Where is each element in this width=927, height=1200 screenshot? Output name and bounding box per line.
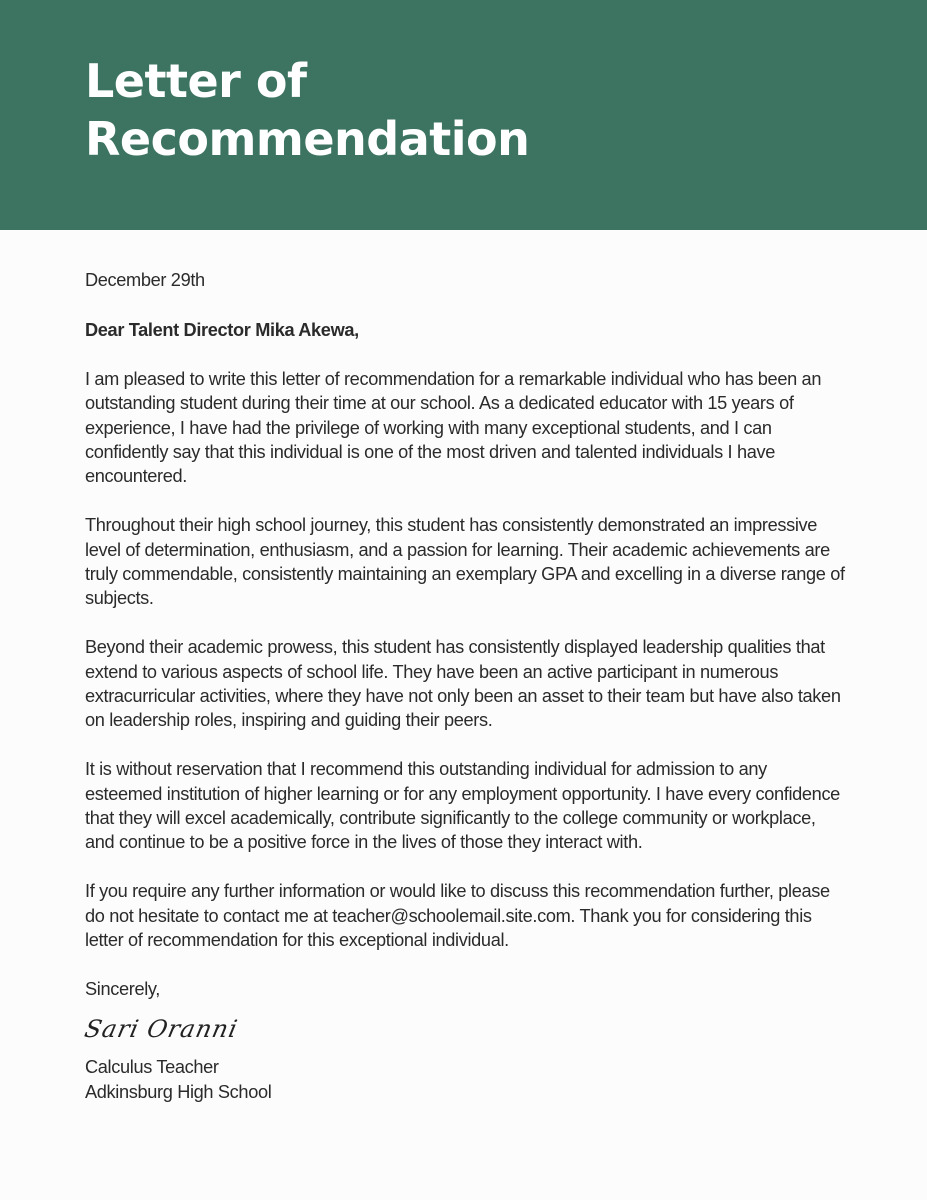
contact-email-link[interactable]: teacher@schoolemail.site.com bbox=[332, 905, 571, 926]
signature bbox=[82, 1011, 845, 1047]
salutation: Dear Talent Director Mika Akewa, bbox=[85, 320, 359, 341]
letter-body bbox=[82, 268, 845, 1104]
page-title bbox=[85, 52, 529, 168]
paragraph-1: I am pleased to write this letter of recommendation for a remarkable individual who has been an outstanding student during their time at our school. As a dedicated educator with 15 years of experience, I have had the privilege of working with many exceptional students, and I can confidently say that this individual is one of the most driven and talented individuals I have encountered. bbox=[85, 368, 822, 487]
paragraph-2: Throughout their high school journey, this student has consistently demonstrated an impressive level of determination, enthusiasm, and a passion for learning. Their academic achievements are truly commendable, consistently maintaining an exemplary GPA and excelling in a diverse range of subjects. bbox=[85, 515, 845, 609]
paragraph-3: Beyond their academic prowess, this student has consistently displayed leadership qualities that extend to various aspects of school life. They have been an active participant in numerous extracurricular activities, where they have not only been an asset to their team but have also taken on leadership roles, inspiring and guiding their peers. bbox=[85, 637, 841, 731]
signature-script: Sari Oranni bbox=[82, 1015, 241, 1044]
signer-role: Calculus Teacher bbox=[85, 1057, 219, 1078]
paragraph-4: It is without reservation that I recommend this outstanding individual for admission to any esteemed institution of higher learning or for any employment opportunity. I have every confidence that they will excel academically, contribute significantly to the college community or workplace, and continue to be a positive force in the lives of those they interact with. bbox=[85, 759, 840, 853]
closing: Sincerely, bbox=[85, 978, 161, 999]
title-line-1: Letter of bbox=[85, 54, 307, 108]
letter-date: December 29th bbox=[85, 270, 205, 290]
header-banner bbox=[0, 0, 927, 230]
signer-school: Adkinsburg High School bbox=[85, 1081, 272, 1102]
paragraph-5 bbox=[85, 879, 845, 952]
paragraph-5-text-start: If you require any further information or would like to discuss this recommendation further, please do not hesitate to contact me at bbox=[85, 881, 830, 926]
title-line-2: Recommendation bbox=[85, 112, 530, 166]
paragraph-5-text-end: . Thank you for considering this letter of recommendation for this exceptional individual. bbox=[85, 905, 812, 951]
